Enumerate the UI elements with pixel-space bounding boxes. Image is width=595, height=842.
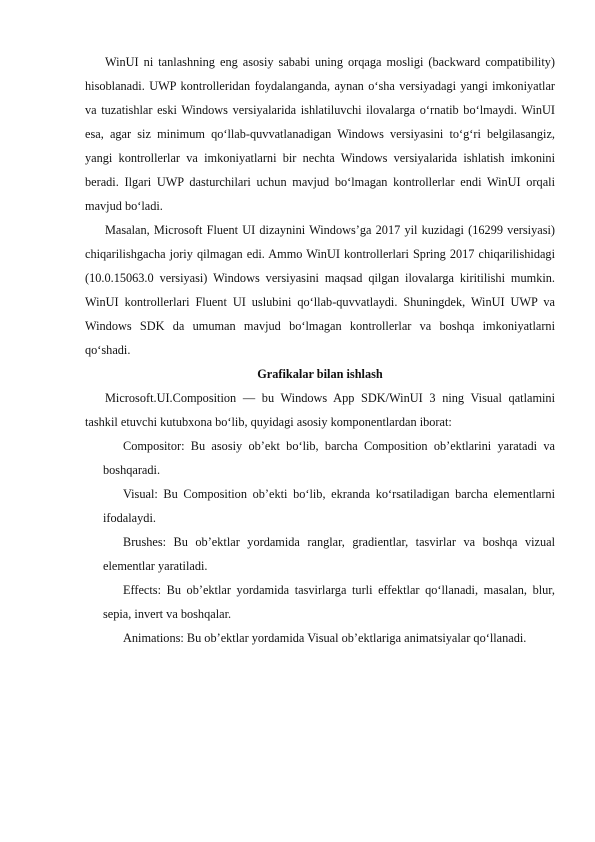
- paragraph-winui-compatibility: WinUI ni tanlashning eng asosiy sababi uning orqaga mosligi (backward compatibility) hisoblanadi. UWP kontrolleridan foydalanganda, aynan o‘sha versiyadagi yangi imkoniyatlar va tuzatishlar eski Windows versiyalarida ishlatiluvchi ilovalarga o‘rnatib bo‘lmaydi. WinUI esa, agar siz minimum qo‘llab-quvvatlanadigan Windows versiyasini to‘g‘ri belgilasangiz, yangi kontrollerlar va imkoniyatlarni bir nechta Windows versiyalarida ishlatish imkonini beradi. Ilgari UWP dasturchilari uchun mavjud bo‘lmagan kontrollerlar endi WinUI orqali mavjud bo‘ladi.: [85, 55, 555, 213]
- component-list: [85, 434, 555, 650]
- paragraph-fluent-ui: Masalan, Microsoft Fluent UI dizaynini Windows’ga 2017 yil kuzidagi (16299 versiyasi) chiqarilishgacha joriy qilmagan edi. Ammo WinUI kontrollerlari Spring 2017 chiqarilishidagi (10.0.15063.0 versiyasi) Windows versiyasini maqsad qilgan ilovalarga kiritilishi mumkin. WinUI kontrollerlari Fluent UI uslubini qo‘llab-quvvatlaydi. Shuningdek, WinUI UWP va Windows SDK da umuman mavjud bo‘lmagan kontrollerlar va boshqa imkoniyatlarni qo‘shadi.: [85, 223, 555, 357]
- list-item-effects: Effects: Bu ob’ektlar yordamida tasvirlarga turli effektlar qo‘llanadi, masalan, blur, sepia, invert va boshqalar.: [103, 583, 555, 621]
- section-heading: Grafikalar bilan ishlash: [257, 367, 383, 381]
- list-item-visual: Visual: Bu Composition ob’ekti bo‘lib, ekranda ko‘rsatiladigan barcha elementlarni ifodalaydi.: [103, 487, 555, 525]
- paragraph-composition-intro: Microsoft.UI.Composition — bu Windows App SDK/WinUI 3 ning Visual qatlamini tashkil etuvchi kutubxona bo‘lib, quyidagi asosiy komponentlardan iborat:: [85, 391, 555, 429]
- document-page: [85, 50, 555, 650]
- list-item-compositor: Compositor: Bu asosiy ob’ekt bo‘lib, barcha Composition ob’ektlarini yaratadi va boshqaradi.: [103, 439, 555, 477]
- list-item-brushes: Brushes: Bu ob’ektlar yordamida ranglar, gradientlar, tasvirlar va boshqa vizual elementlar yaratiladi.: [103, 535, 555, 573]
- list-item-animations: Animations: Bu ob’ektlar yordamida Visual ob’ektlariga animatsiyalar qo‘llanadi.: [123, 631, 527, 645]
